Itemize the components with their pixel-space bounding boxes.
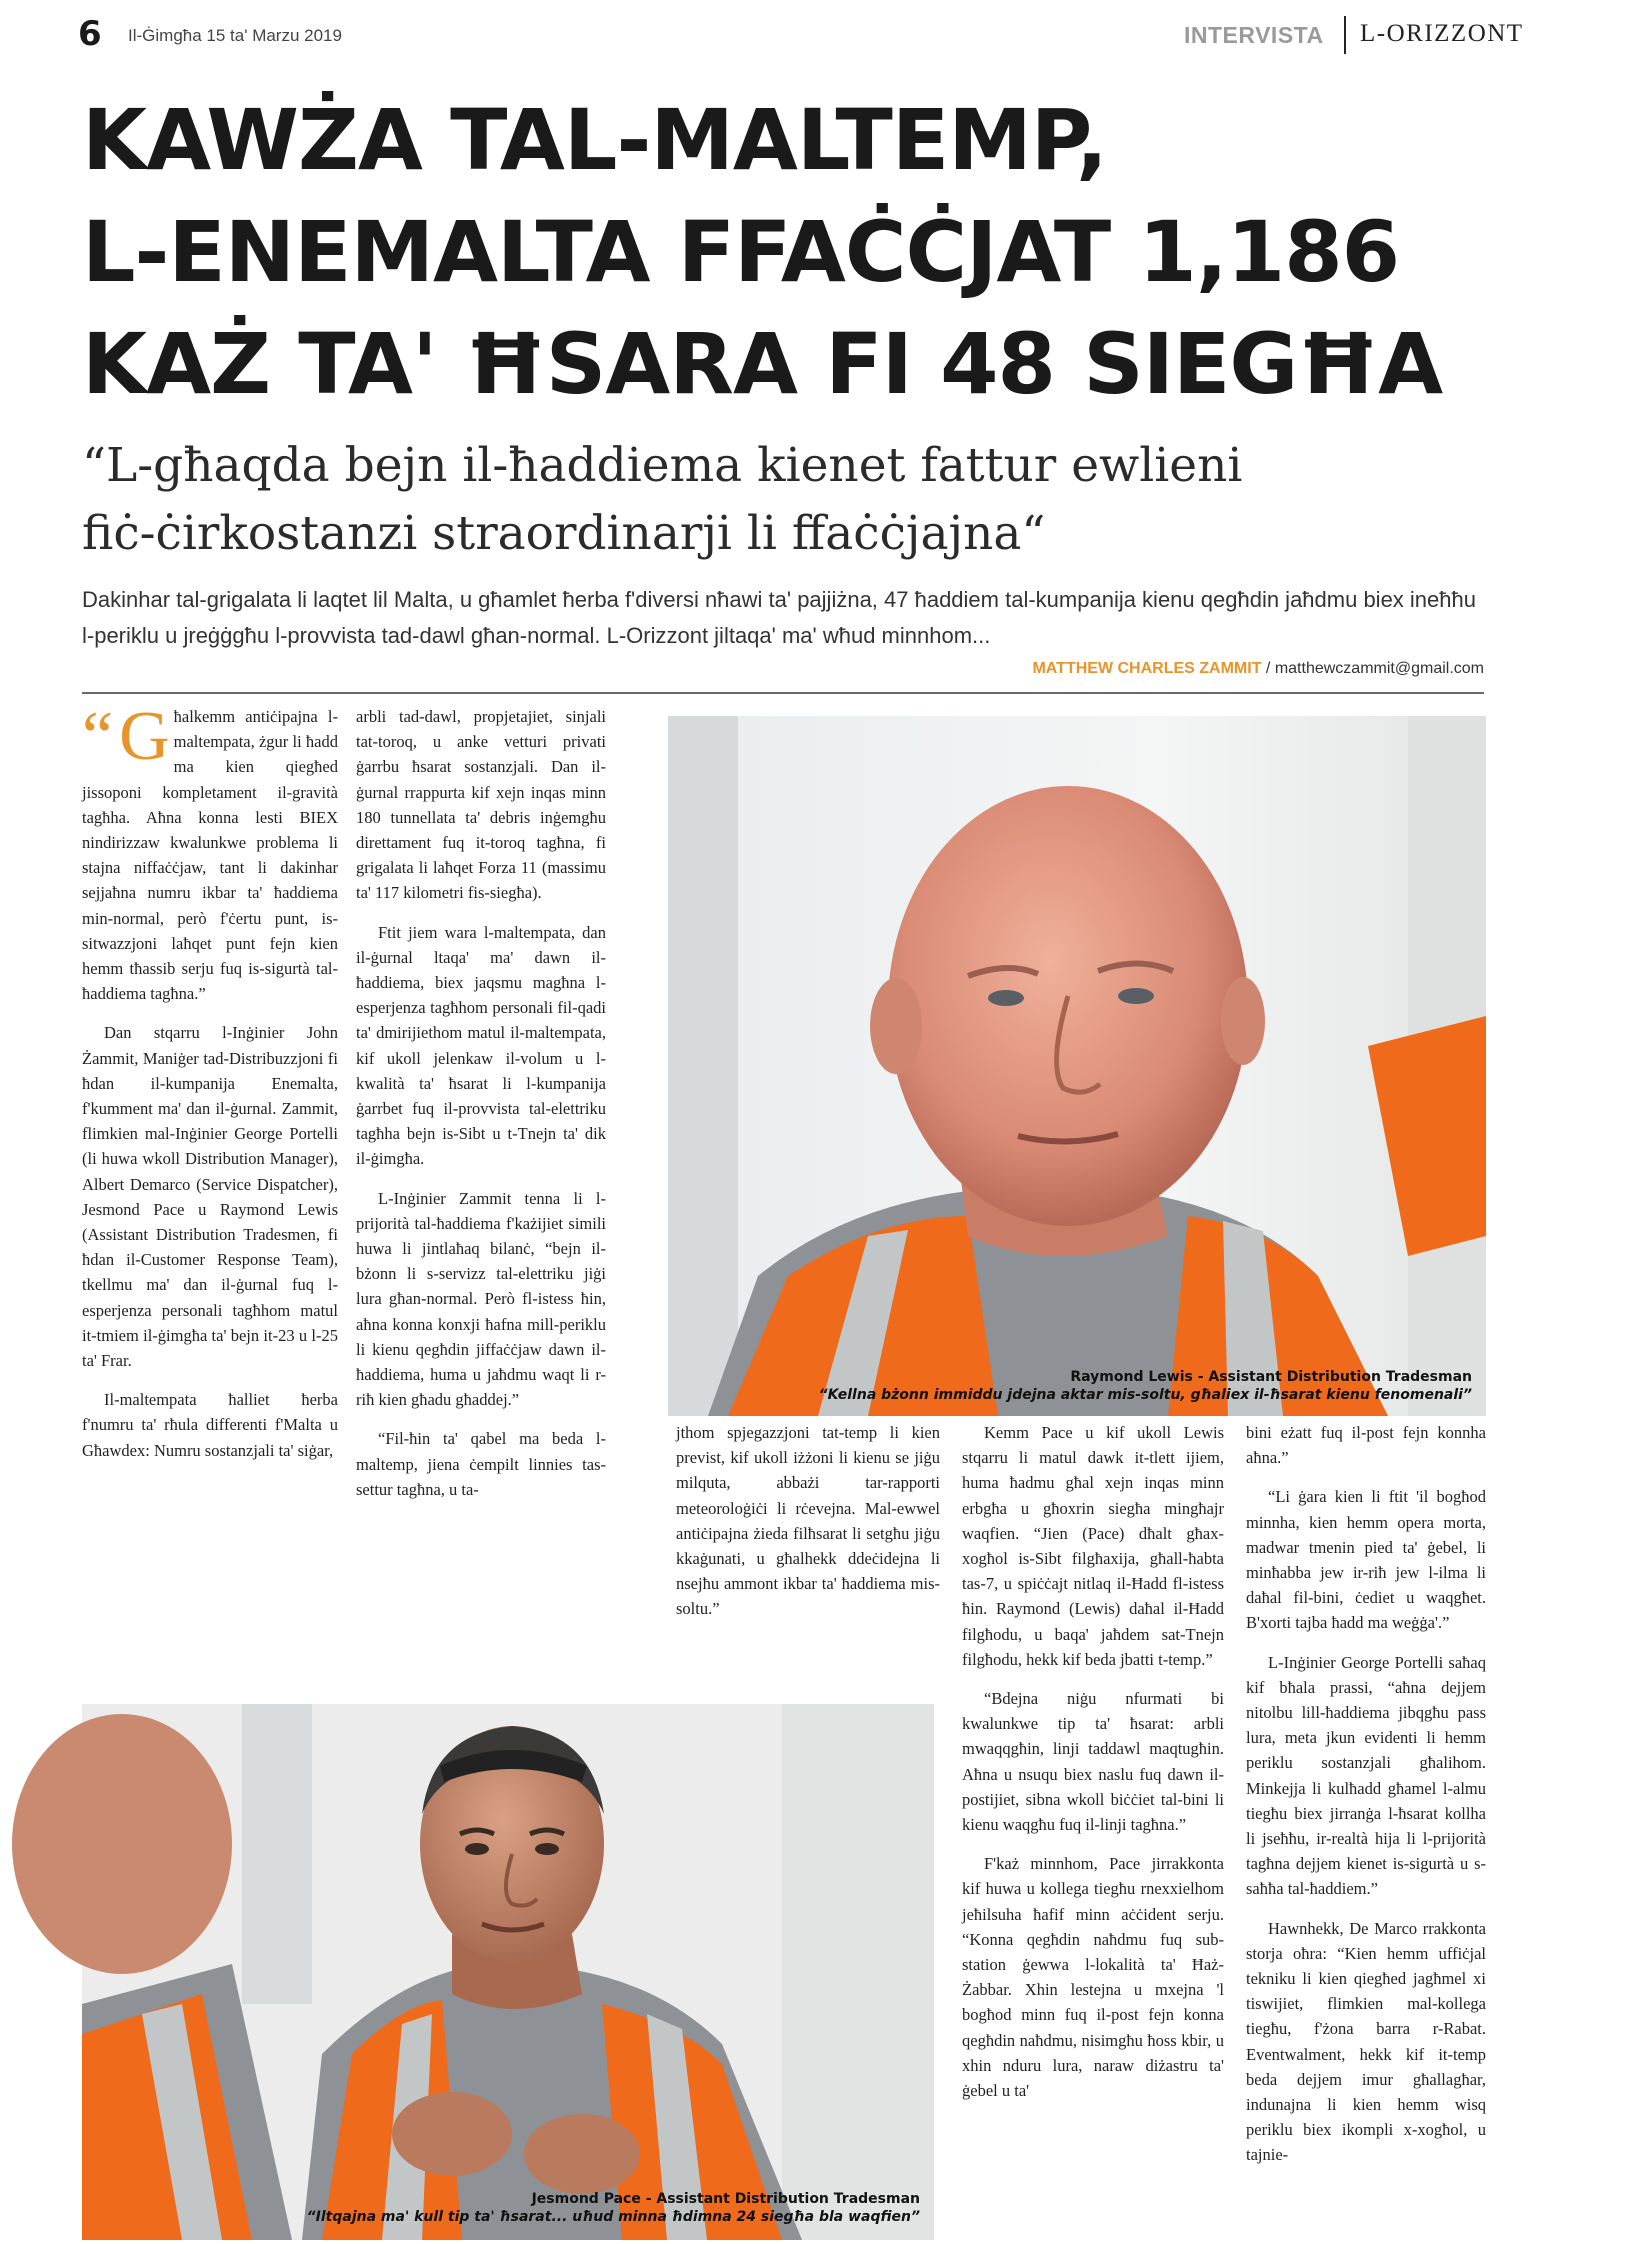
photo-raymond-lewis [668,716,1486,1416]
byline [1032,660,1484,678]
article-column-5 [1246,1420,1486,2240]
paragraph: arbli tad-dawl, propjetajiet, sinjali tat-toroq, u anke vetturi privati ġarrbu ħsarat sostanzjali. Dan il-ġurnal rrappurta kif xejn inqas minn 180 tunnellata ta' debris inġemgħu direttament fuq it-toroq tagħna, fi grigalata li laħqet Forza 11 (massimu ta' 117 kilometri fis-siegħa). [356,707,606,903]
caption-name: Jesmond Pace - Assistant Distribution Tradesman [531,2191,920,2207]
paragraph: jthom spjegazzjoni tat-temp li kien previst, kif ukoll iżżoni li kienu se jiġu milquta, abbażi tar-rapporti meteoroloġiċi li rċevejna. Mal-ewwel antiċipajna żieda filħsarat li setgħu jiġu kkaġunati, u għalhekk ddeċidejna li nsejħu ammont ikbar ta' ħaddiema mis-soltu.” [676,1423,940,1619]
header-divider [1344,16,1346,54]
caption-quote: “Kellna bżonn immiddu jdejna aktar mis-soltu, għaliex il-ħsarat kienu fenomenali” [818,1387,1472,1403]
issue-date: Il-Ġimgħa 15 ta' Marzu 2019 [128,26,342,45]
caption-name: Raymond Lewis - Assistant Distribution Tradesman [1070,1369,1472,1385]
paragraph: “Bdejna niġu nfurmati bi kwalunkwe tip ta' ħsarat: arbli mwaqqgħin, linji taddawl maqtugħin. Aħna u nsuqu biex naslu fuq dawn il-postijiet, sibna wkoll biċċiet tal-bini li kienu waqgħu fuq il-linji tagħna.” [962,1689,1224,1835]
byline-email[interactable]: matthewczammit@gmail.com [1274,660,1484,677]
paragraph: Il-maltempata ħalliet ħerba f'numru ta' rħula differenti f'Malta u Għawdex: Numru sostanzjali ta' siġar, [82,1390,338,1460]
photo-jesmond-pace [82,1704,934,2240]
article-column-3 [676,1420,940,1700]
paragraph: “Fil-ħin ta' qabel ma beda l-maltemp, jiena ċempilt linnies tas-settur tagħna, u ta- [356,1429,606,1499]
drop-quote-mark: “ [82,698,114,775]
page-number: 6 [78,14,102,54]
portrait-illustration [668,716,1486,1416]
masthead: L-ORIZZONT [1360,20,1524,47]
article-column-2 [356,704,606,1499]
article-column-1 [82,698,338,1694]
headline-line-1: KAWŻA TAL-MALTEMP, [82,91,1107,189]
paragraph: “Li ġara kien li ftit 'il bogħod minnha, kien hemm opera morta, madwar tmenin pied ta' ġebel, li minħabba jew ir-riħ jew l-ilma li daħal fil-bini, ċediet u waqgħet. B'xorti tajba ħadd ma weġġa'.” [1246,1487,1486,1633]
opening-paragraph [82,698,338,1006]
paragraph-text: ħalkemm antiċipajna l-maltempata, żgur li ħadd ma kien qiegħed jissoponi kompletament il-gravità tagħha. Aħna konna lesti BIEX nindirizzaw kwalunkwe problema li stajna niffaċċjaw, tant li dakinhar sejjaħna numru ikbar ta' ħaddiema min-normal, però f'ċertu punt, is-sitwazzjoni laħqet punt fejn kien hemm tħassib serju fuq is-sigurtà tal-ħaddiema tagħna.” [82,707,338,1004]
standfirst: Dakinhar tal-grigalata li laqtet lil Malta, u għamlet ħerba f'diversi nħawi ta' pajjiżna, 47 ħaddiem tal-kumpanija kienu qegħdin jaħdmu biex ineħħu l-periklu u jreġġgħu l-provvista tad-dawl għan-normal. L-Orizzont jiltaqa' ma' wħud minnhom... [82,587,1476,648]
subheadline-line-2: fiċ-ċirkostanzi straordinarji li ffaċċjajna“ [82,506,1046,561]
paragraph: Ftit jiem wara l-maltempata, dan il-ġurnal ltaqa' ma' dawn il-ħaddiema, biex jaqsmu magħna l-esperjenza tagħhom personali fil-qadi ta' dmirijiethom matul il-maltempata, kif ukoll jelenkaw il-volum u l-kwalità ta' ħsarat li l-kumpanija ġarrbet fuq il-provvista tal-elettriku tagħha bejn is-Sibt u t-Tnejn ta' dik il-ġimgħa. [356,922,606,1169]
subheadline-line-1: “L-għaqda bejn il-ħaddiema kienet fattur ewlieni [82,438,1243,493]
paragraph: L-Inġinier George Portelli saħaq kif bħala prassi, “aħna dejjem nitolbu lill-ħaddiema jibqgħu pass lura, meta jkun evidenti li hemm periklu sostanzjali għalihom. Minkejja li kulħadd għamel l-almu tiegħu biex jirranġa l-ħsarat kollha li jseħħu, ir-realtà hija li l-prijorità tagħna dejjem kienet is-sigurtà u s-saħħa tal-ħaddiem.” [1246,1652,1486,1899]
photo-1-caption [819,1368,1472,1404]
portrait-illustration [82,1704,934,2240]
paragraph: F'każ minnhom, Pace jirrakkonta kif huwa u kollega tiegħu rnexxielhom jeħilsuha ħafif minn aċċident serju. “Konna qegħdin naħdmu fuq sub-station ġewwa l-lokalità ta' Ħaż-Żabbar. Xhin lestejna u mxejna 'l bogħod minn fuq il-post fejn konna qegħdin naħdmu, nisimgħu ħoss kbir, u xhin nduru lura, naraw diżastru ta' ġebel u ta' [962,1854,1224,2101]
byline-author: MATTHEW CHARLES ZAMMIT [1032,660,1262,677]
headline-line-2: L-ENEMALTA FFAĊĊJAT 1,186 [82,203,1400,301]
byline-separator: / [1265,660,1271,677]
headline-line-3: KAŻ TA' ĦSARA FI 48 SIEGĦA [82,315,1443,413]
photo-2-caption [307,2190,920,2226]
caption-quote: “Iltqajna ma' kull tip ta' ħsarat... uħud minna ħdimna 24 siegħa bla waqfien” [306,2209,920,2225]
byline-rule [82,692,1484,694]
drop-cap: G [119,698,170,775]
paragraph: Hawnhekk, De Marco rrakkonta storja oħra: “Kien hemm uffiċjal tekniku li kien qiegħed jagħmel xi tiswijiet, flimkien mal-kollega tiegħu, f'żona barra r-Rabat. Eventwalment, hekk kif it-temp beda dejjem imur għallagħar, indunajna li kien hemm wisq periklu biex ikompli x-xogħol, u tajnie- [1246,1918,1486,2165]
article-column-4 [962,1420,1224,2240]
paragraph: bini eżatt fuq il-post fejn konnha aħna.” [1246,1423,1486,1468]
paragraph: L-Inġinier Zammit tenna li l-prijorità tal-ħaddiema f'każijiet simili huwa li jintlaħaq bilanċ, “bejn il-bżonn li s-servizz tal-elettriku jiġi lura għan-normal. Però fl-istess ħin, aħna konna konxji ħafna mill-periklu li kienu qegħdin jiffaċċjaw dawn il-ħaddiema, huma u jaħdmu waqt li r-riħ kien għadu għaddej.” [356,1188,606,1410]
paragraph: Dan stqarru l-Inġinier John Żammit, Maniġer tad-Distribuzzjoni fi ħdan il-kumpanija Enemalta, f'kumment ma' dan il-ġurnal. Zammit, flimkien mal-Inġinier George Portelli (li huwa wkoll Distribution Manager), Albert Demarco (Service Dispatcher), Jesmond Pace u Raymond Lewis (Assistant Distribution Tradesmen, fi ħdan il-Customer Response Team), tkellmu ma' dan il-ġurnal fuq l-esperjenza personali tagħhom matul it-tmiem il-ġimgħa ta' bejn it-23 u l-25 ta' Frar. [82,1023,338,1371]
section-label: INTERVISTA [1184,22,1324,48]
paragraph: Kemm Pace u kif ukoll Lewis stqarru li matul dawk it-tlett ijiem, huma ħadmu għal xejn inqas minn erbgħa u għoxrin siegħa mingħajr waqfien. “Jien (Pace) dħalt għax-xogħol is-Sibt filgħaxija, għall-ħabta tas-7, u spiċċajt nitlaq il-Ħadd fl-istess ħin. Raymond (Lewis) daħal il-Ħadd filgħodu, u baqa' jaħdem sat-Tnejn filgħodu, hekk kif beda jbatti t-temp.” [962,1423,1224,1669]
